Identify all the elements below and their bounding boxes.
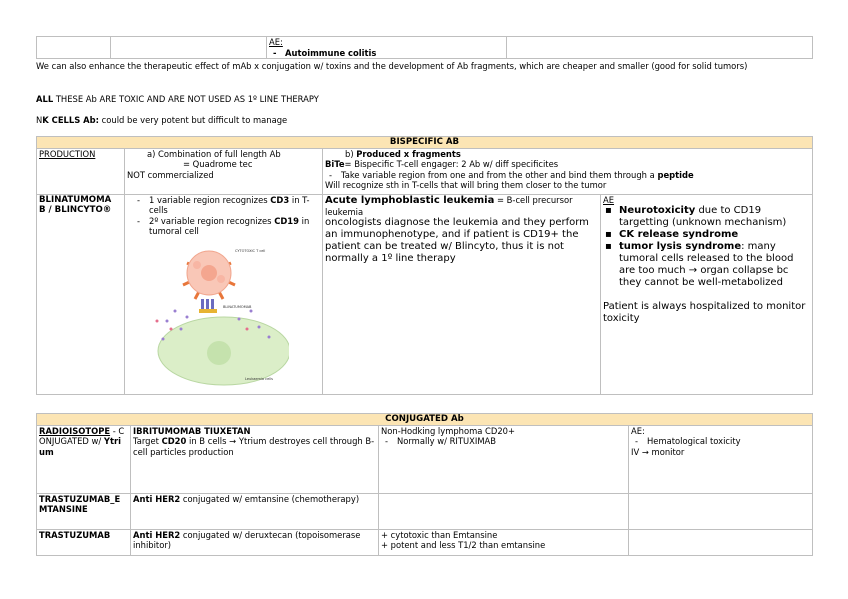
- top-cell-2: [111, 37, 267, 59]
- drug-blinatumomab: BLINATUMOMAB / BLINCYTO®: [37, 194, 125, 394]
- conj-row3-indication: + cytotoxic than Emtansine + potent and less T1/2 than emtansine: [379, 529, 629, 555]
- top-cell-4: [507, 37, 813, 59]
- bispecific-table: [36, 136, 813, 395]
- production-option-a: a) Combination of full length Ab = Quadrome tec NOT commercialized: [125, 148, 323, 194]
- top-ae-cell: [267, 37, 507, 59]
- conj-row1-type: RADIOISOTOPE - CONJUGATED w/ Ytrium: [37, 425, 131, 493]
- paragraph-conjugation: We can also enhance the therapeutic effect of mAb x conjugation w/ toxins and the development of Ab fragments, which are cheaper and smaller (good for solid tumors): [36, 61, 748, 71]
- top-ae-item: - Autoimmune colitis: [269, 48, 504, 59]
- paragraph-toxic: ALL THESE Ab ARE TOXIC AND ARE NOT USED AS 1º LINE THERAPY: [36, 94, 319, 104]
- blinatumomab-mechanism: - 1 variable region recognizes CD3 in T-cells - 2º variable region recognizes CD19 in tumoral cell CYTOTOXIC T cell BLINATUMOMAB Leukaemia cells: [125, 194, 323, 394]
- bispecific-header: BISPECIFIC AB: [37, 137, 813, 149]
- conj-row2-type: TRASTUZUMAB_EMTANSINE: [37, 493, 131, 529]
- fig-label-blinatumomab: BLINATUMOMAB: [223, 304, 252, 309]
- conj-row1-drug: IBRITUMOMAB TIUXETAN Target CD20 in B cells → Ytrium destroyes cell through B-cell particles production: [131, 425, 379, 493]
- production-label: PRODUCTION: [37, 148, 125, 194]
- blinatumomab-figure: [139, 241, 289, 386]
- blinatumomab-adverse-effects: AE ▪ Neurotoxicity due to CD19 targetting (unknown mechanism) ▪ CK release syndrome ▪ tumor lysis syndrome: many tumoral cells released to the blood are too much → organ collapse bc they cannot be well-metabolized Patient is always hospitalized to monitor toxicity: [601, 194, 813, 394]
- conjugated-table: [36, 413, 813, 556]
- fig-label-tcell: CYTOTOXIC T cell: [235, 248, 266, 253]
- conj-row2-indication: [379, 493, 629, 529]
- conj-row1-ae: AE: - Hematological toxicity IV → monitor: [629, 425, 813, 493]
- paragraph-nk-cells: NK CELLS Ab: could be very potent but difficult to manage: [36, 115, 288, 125]
- conj-row1-indication: Non-Hodking lymphoma CD20+ - Normally w/ RITUXIMAB: [379, 425, 629, 493]
- conj-row2-ae: [629, 493, 813, 529]
- conj-row3-type: TRASTUZUMAB: [37, 529, 131, 555]
- conj-row3-drug: Anti HER2 conjugated w/ deruxtecan (topoisomerase inhibitor): [131, 529, 379, 555]
- conj-row2-drug: Anti HER2 conjugated w/ emtansine (chemotherapy): [131, 493, 379, 529]
- top-table: [36, 36, 813, 59]
- conjugated-header: CONJUGATED Ab: [37, 414, 813, 426]
- production-option-b: b) Produced x fragments BiTe= Bispecific T-cell engager: 2 Ab w/ diff specificites - Take variable region from one and from the other and bind them through a peptide Will recognize sth in T-cells that will bring them closer to the tumor: [323, 148, 813, 194]
- blinatumomab-illustration: [139, 241, 289, 386]
- top-cell-1: [37, 37, 111, 59]
- fig-label-leukaemia: Leukaemia cells: [245, 376, 274, 381]
- blinatumomab-indication: Acute lymphoblastic leukemia = B-cell precursor leukemia oncologists diagnose the leukemia and they perform an immunophenotype, and if patient is CD19+ the patient can be treated w/ Blincyto, thus it is not normally a 1º line therapy: [323, 194, 601, 394]
- top-ae-label: AE:: [269, 37, 283, 47]
- conj-row3-ae: [629, 529, 813, 555]
